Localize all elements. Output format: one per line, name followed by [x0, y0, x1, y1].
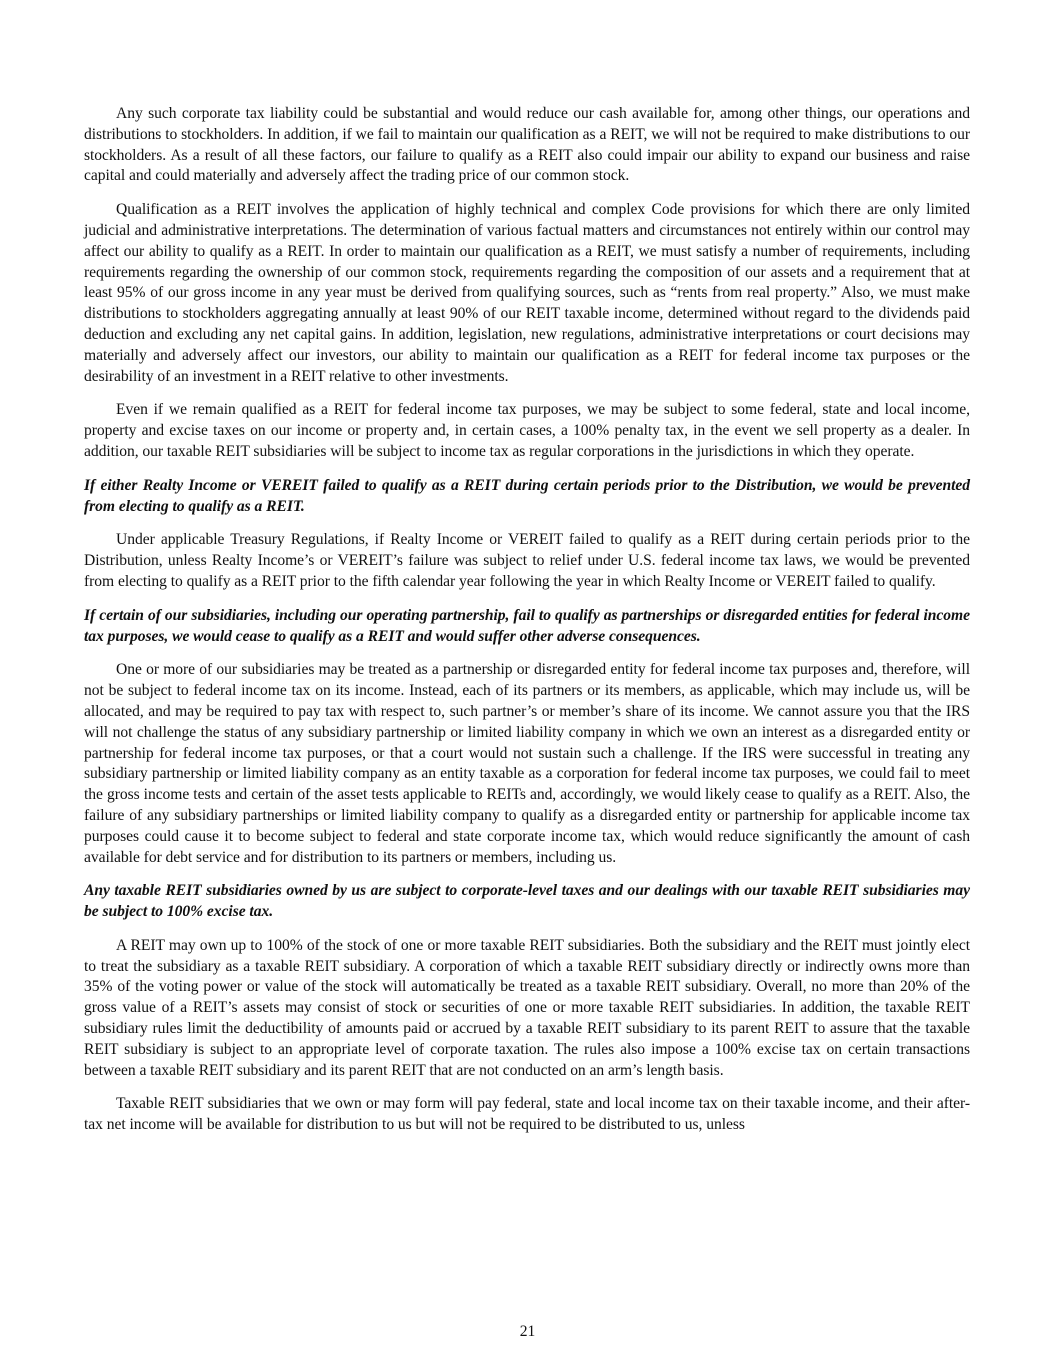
heading-taxable-reit-subsidiaries: Any taxable REIT subsidiaries owned by us are subject to corporate-level taxes and our dealings with our taxable REIT subsidiaries may be subject to 100% excise tax. [84, 882, 970, 921]
paragraph-treasury-regulations: Under applicable Treasury Regulations, if Realty Income or VEREIT failed to qualify as a REIT during certain periods prior to the Distribution, unless Realty Income’s or VEREIT’s failure was subject to relief under U.S. federal income tax laws, we would be prevented from electing to qualify as a REIT prior to the fifth calendar year following the year in which Realty Income or VEREIT failed to qualify. [84, 531, 970, 590]
paragraph-subsidiary-partnership: One or more of our subsidiaries may be treated as a partnership or disregarded entity for federal income tax purposes and, therefore, will not be subject to federal income tax on its income. Instead, each of its partners or its members, as applicable, which may include us, will be allocated, and may be required to pay tax with respect to, such partner’s or member’s share of its income. We cannot assure you that the IRS will not challenge the status of any subsidiary partnership or limited liability company in which we own an interest as a disregarded entity or partnership for federal income tax purposes, or that a court would not sustain such a challenge. If the IRS were successful in treating any subsidiary partnership or limited liability company as an entity taxable as a corporation for federal income tax purposes, we could fail to meet the gross income tests and certain of the asset tests applicable to REITs and, accordingly, we would likely cease to qualify as a REIT. Also, the failure of any subsidiary partnerships or limited liability company to qualify as a disregarded entity or partnership for applicable income tax purposes could cause it to become subject to federal and state corporate income tax, which would reduce significantly the amount of cash available for debt service and for distribution to its partners or members, including us. [84, 661, 970, 866]
paragraph-corporate-tax-liability: Any such corporate tax liability could be substantial and would reduce our cash available for, among other things, our operations and distributions to stockholders. In addition, if we fail to maintain our qualification as a REIT, we will not be required to make distributions to our stockholders. As a result of all these factors, our failure to qualify as a REIT also could impair our ability to expand our business and raise capital and could materially and adversely affect the trading price of our common stock. [84, 105, 970, 185]
heading-subsidiaries-partnership-status: If certain of our subsidiaries, including our operating partnership, fail to qualify as partnerships or disregarded entities for federal income tax purposes, we would cease to qualify as a REIT and would suffer other adverse consequences. [84, 606, 970, 645]
paragraph-state-local-taxes: Even if we remain qualified as a REIT for federal income tax purposes, we may be subject to some federal, state and local income, property and excise taxes on our income or property and, in certain cases, a 100% penalty tax, in the event we sell property as a dealer. In addition, our taxable REIT subsidiaries will be subject to income tax as regular corporations in the jurisdictions in which they operate. [84, 401, 970, 460]
page-number: 21 [519, 1323, 536, 1340]
paragraph-reit-qualification: Qualification as a REIT involves the application of highly technical and complex Code provisions for which there are only limited judicial and administrative interpretations. The determination of various factual matters and circumstances not entirely within our control may affect our ability to qualify as a REIT. In order to maintain our qualification as a REIT, we must satisfy a number of requirements, including requirements regarding the ownership of our common stock, requirements regarding the composition of our assets and a requirement that at least 95% of our gross income in any year must be derived from qualifying sources, such as “rents from real property.” Also, we must make distributions to stockholders aggregating annually at least 90% of our REIT taxable income, determined without regard to the dividends paid deduction and excluding any net capital gains. In addition, legislation, new regulations, administrative interpretations or court decisions may materially and adversely affect our investors, our ability to maintain our qualification as a REIT for federal income tax purposes or the desirability of an investment in a REIT relative to other investments. [84, 201, 970, 385]
paragraph-trs-ownership-rules: A REIT may own up to 100% of the stock of one or more taxable REIT subsidiaries. Both the subsidiary and the REIT must jointly elect to treat the subsidiary as a taxable REIT subsidiary. A corporation of which a taxable REIT subsidiary directly or indirectly owns more than 35% of the voting power or value of the stock will automatically be treated as a taxable REIT subsidiary. Overall, no more than 20% of the gross value of a REIT’s assets may consist of stock or securities of one or more taxable REIT subsidiaries. In addition, the taxable REIT subsidiary rules limit the deductibility of amounts paid or accrued by a taxable REIT subsidiary to its parent REIT to assure that the taxable REIT subsidiary is subject to an appropriate level of corporate taxation. The rules also impose a 100% excise tax on certain transactions between a taxable REIT subsidiary and its parent REIT that are not conducted on an arm’s length basis. [84, 936, 970, 1079]
paragraph-trs-income-tax: Taxable REIT subsidiaries that we own or may form will pay federal, state and local income tax on their taxable income, and their after-tax net income will be available for distribution to us but will not be required to be distributed to us, unless [84, 1095, 970, 1134]
heading-realty-income-vereit-failure: If either Realty Income or VEREIT failed to qualify as a REIT during certain periods prior to the Distribution, we would be prevented from electing to qualify as a REIT. [84, 476, 970, 515]
document-page [84, 104, 970, 1149]
